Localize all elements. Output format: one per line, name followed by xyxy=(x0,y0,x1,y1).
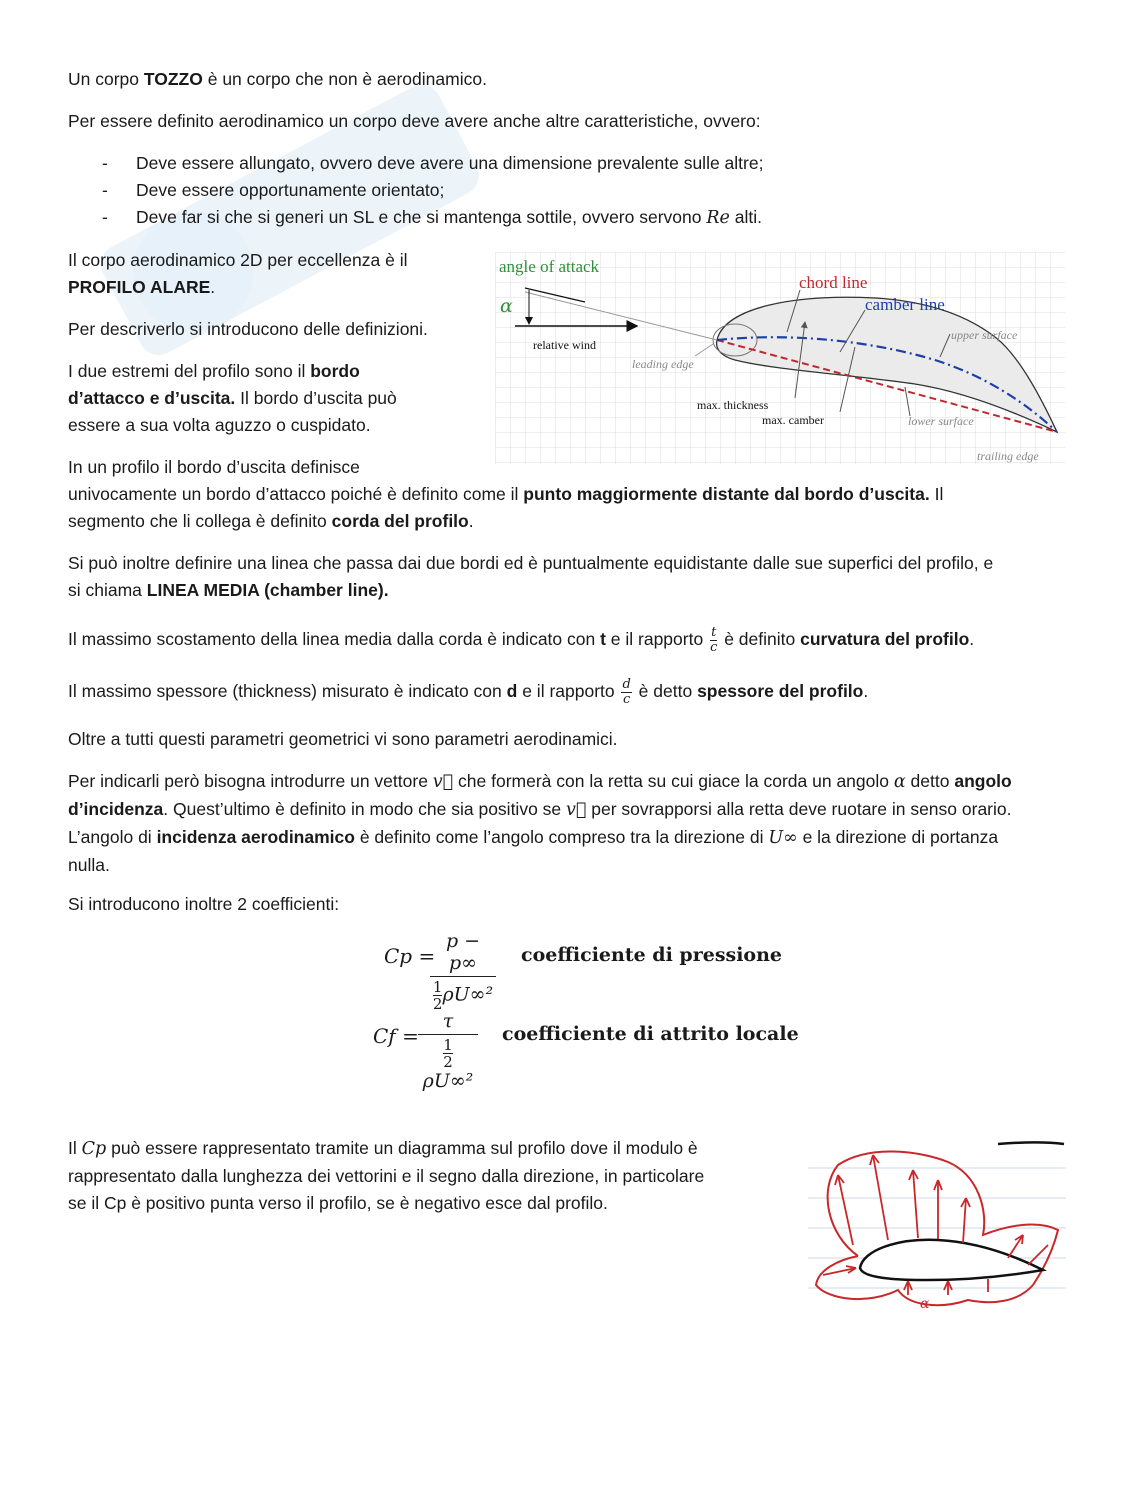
bullet-item-3: Deve far si che si generi un SL e che si mantenga sottile, ovvero servono Re alti. xyxy=(136,207,763,228)
airfoil-diagram xyxy=(495,252,1065,464)
cp-distribution-sketch xyxy=(808,1140,1066,1315)
label-camber-line: camber line xyxy=(865,295,945,314)
ratio-d-c: $\frac{d}{c}$ xyxy=(622,677,631,707)
label-lower-surface: lower surface xyxy=(908,414,974,428)
formula-cf-label: coefficiente di attrito locale xyxy=(502,1023,799,1045)
para-linea-media: Si può inoltre definire una linea che passa dai due bordi ed è puntualmente equidistante dalle sue superfici del profilo, e si chiama LINEA MEDIA (chamber line). xyxy=(68,553,994,600)
label-angle-of-attack: angle of attack xyxy=(499,257,600,276)
label-alpha: α xyxy=(500,295,513,317)
para-bordo-uscita: In un profilo il bordo d’uscita definisce univocamente un bordo d’attacco poiché è definito come il punto maggiormente distante dal bordo d’uscita. Il segmento che li collega è definito corda del profilo. xyxy=(68,457,944,531)
label-trailing-edge: trailing edge xyxy=(977,449,1039,463)
label-upper-surface: upper surface xyxy=(951,328,1018,342)
formula-cp-label: coefficiente di pressione xyxy=(521,944,782,966)
label-relative-wind: relative wind xyxy=(533,338,596,352)
para-parametri: Oltre a tutti questi parametri geometrici vi sono parametri aerodinamici. xyxy=(68,729,618,749)
label-max-camber: max. camber xyxy=(762,413,824,427)
bullet-item-2: Deve essere opportunamente orientato; xyxy=(136,180,445,200)
para-bordi: I due estremi del profilo sono il bordo d’attacco e d’uscita. Il bordo d’uscita può essere a sua volta aguzzo o cuspidato. xyxy=(68,361,397,435)
para-spessore: Il massimo spessore (thickness) misurato è indicato con d e il rapporto $\frac{d}{c}$ è detto spessore del profilo. xyxy=(68,677,869,707)
para-definition: Per essere definito aerodinamico un corpo deve avere anche altre caratteristiche, ovvero: xyxy=(68,111,761,131)
label-leading-edge: leading edge xyxy=(632,357,694,371)
bullet-dash: - xyxy=(102,180,108,200)
para-tozzo: Un corpo TOZZO è un corpo che non è aerodinamico. xyxy=(68,69,487,89)
label-chord-line: chord line xyxy=(799,273,868,292)
bullet-item-1: Deve essere allungato, ovvero deve avere una dimensione prevalente sulle altre; xyxy=(136,153,764,173)
para-curvatura: Il massimo scostamento della linea media dalla corda è indicato con t e il rapporto $\frac{t}{c}$ è definito curvatura del profilo. xyxy=(68,625,975,655)
label-max-thickness: max. thickness xyxy=(697,398,769,412)
para-profilo-alare: Il corpo aerodinamico 2D per eccellenza è il PROFILO ALARE. xyxy=(68,250,408,297)
bullet-dash: - xyxy=(102,153,108,173)
para-cp-diagram: Il Cp può essere rappresentato tramite un diagramma sul profilo dove il modulo è rappresentato dalla lunghezza dei vettorini e il segno dalla direzione, in particolare se il Cp è positivo punta verso il profilo, se è negativo esce dal profilo. xyxy=(68,1138,705,1213)
ratio-t-c: $\frac{t}{c}$ xyxy=(710,625,718,655)
bullet-dash: - xyxy=(102,207,108,227)
para-angolo-incidenza: Per indicarli però bisogna introdurre un vettore v⃗ che formerà con la retta su cui giace la corda un angolo α detto angolo d’incidenza. Quest’ultimo è definito in modo che sia positivo se v⃗ per sovrapporsi alla retta deve ruotare in senso orario. L’angolo di incidenza aerodinamico è definito come l’angolo compreso tra la direzione di U∞ e la direzione di portanza nulla. xyxy=(68,771,1012,875)
para-definizioni: Per descriverlo si introducono delle definizioni. xyxy=(68,319,428,339)
para-coefficienti: Si introducono inoltre 2 coefficienti: xyxy=(68,894,340,914)
cp-label-alpha: α xyxy=(920,1296,930,1312)
